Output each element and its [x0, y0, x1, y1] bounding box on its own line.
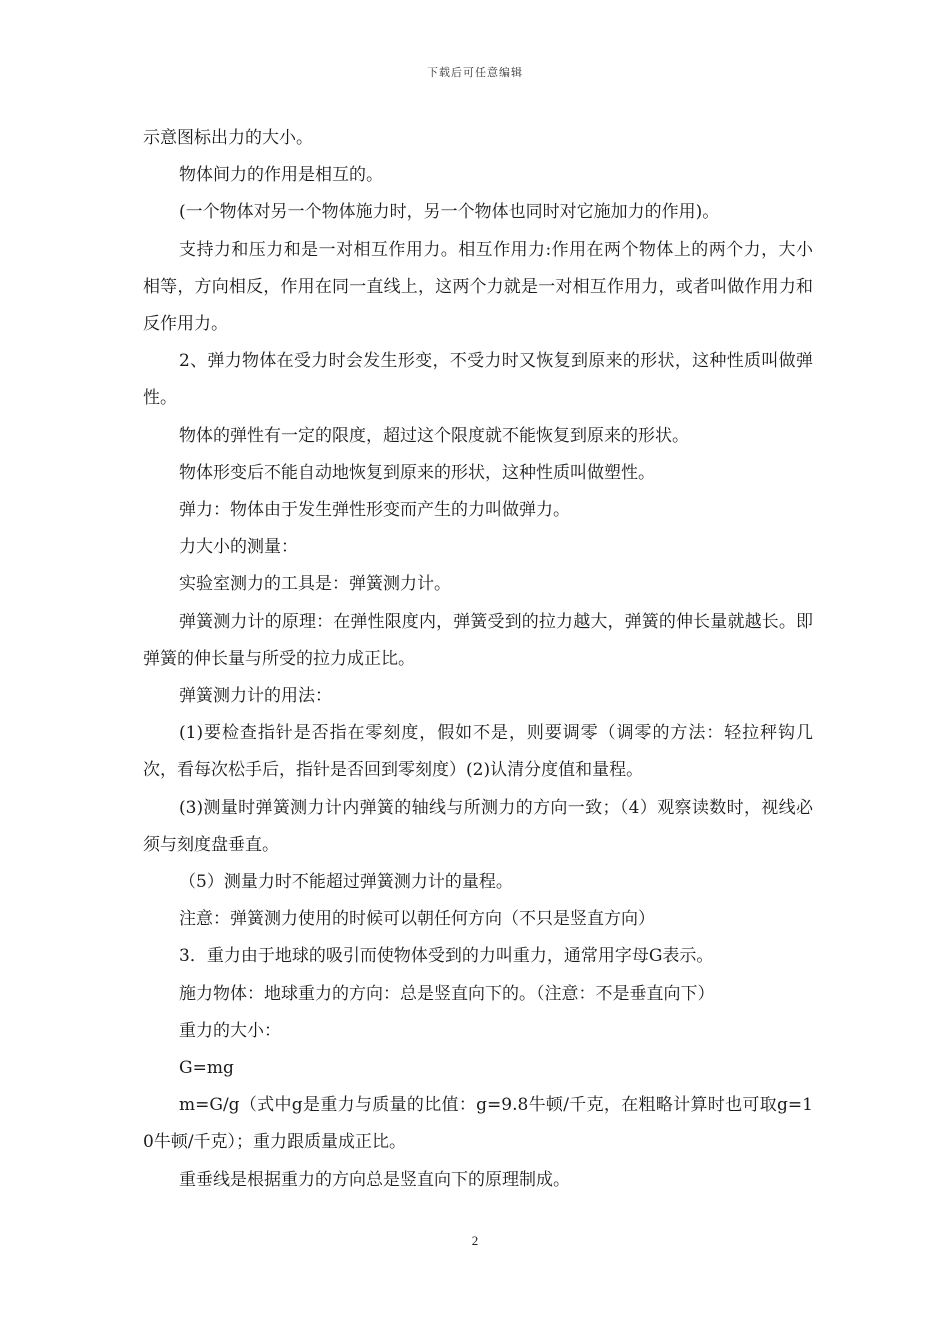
paragraph: 物体的弹性有一定的限度，超过这个限度就不能恢复到原来的形状。: [179, 425, 689, 446]
paragraph: 施力物体：地球重力的方向：总是竖直向下的。（注意：不是垂直向下）: [179, 983, 715, 1004]
paragraph: m=G/g（式中g是重力与质量的比值：g=9.8牛顿/千克，在粗略计算时也可取g=10牛顿/千克）；重力跟质量成正比。: [143, 1095, 813, 1153]
paragraph: 弹力：物体由于发生弹性形变而产生的力叫做弹力。: [179, 500, 570, 521]
paragraph: 示意图标出力的大小。: [143, 128, 313, 148]
paragraph: （5）测量力时不能超过弹簧测力计的量程。: [179, 872, 513, 893]
formula-paragraph: G=mg: [179, 1058, 234, 1079]
paragraph: 弹簧测力计的用法：: [179, 686, 332, 707]
paragraph: 弹簧测力计的原理：在弹性限度内，弹簧受到的拉力越大，弹簧的伸长量就越长。即弹簧的伸长量与所受的拉力成正比。: [143, 611, 813, 669]
paragraph: 注意：弹簧测力使用的时候可以朝任何方向（不只是竖直方向）: [179, 909, 655, 930]
paragraph: 实验室测力的工具是：弹簧测力计。: [179, 574, 451, 595]
paragraph: (3)测量时弹簧测力计内弹簧的轴线与所测力的方向一致；（4）观察读数时，视线必须与刻度盘垂直。: [143, 797, 813, 855]
paragraph: (1)要检查指针是否指在零刻度，假如不是，则要调零（调零的方法：轻拉秤钩几次，看每次松手后，指针是否回到零刻度）(2)认清分度值和量程。: [143, 723, 813, 781]
page-header: 下载后可任意编辑: [427, 66, 523, 79]
document-body: [143, 120, 813, 1199]
paragraph: 物体形变后不能自动地恢复到原来的形状，这种性质叫做塑性。: [179, 462, 655, 483]
paragraph: 重垂线是根据重力的方向总是竖直向下的原理制成。: [179, 1169, 570, 1190]
paragraph: 物体间力的作用是相互的。: [179, 165, 383, 186]
page-number: 2: [471, 1233, 479, 1248]
paragraph: 力大小的测量：: [179, 537, 298, 558]
paragraph: (一个物体对另一个物体施力时，另一个物体也同时对它施加力的作用)。: [179, 202, 720, 223]
paragraph: 2、弹力物体在受力时会发生形变，不受力时又恢复到原来的形状，这种性质叫做弹性。: [143, 351, 813, 409]
paragraph: 支持力和压力和是一对相互作用力。相互作用力:作用在两个物体上的两个力，大小相等，方向相反，作用在同一直线上，这两个力就是一对相互作用力，或者叫做作用力和反作用力。: [143, 239, 813, 335]
paragraph: 重力的大小：: [179, 1020, 281, 1041]
paragraph: 3．重力由于地球的吸引而使物体受到的力叫重力，通常用字母G表示。: [179, 946, 714, 967]
